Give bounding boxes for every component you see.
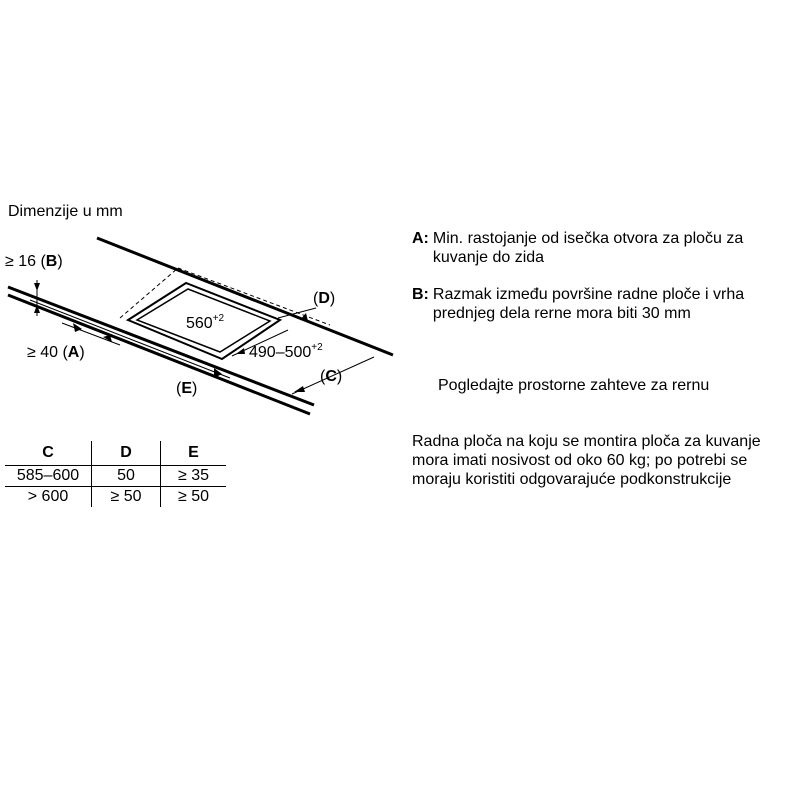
table-cell: > 600 [5, 487, 92, 508]
depth-dimension-label: $490-500^{+2}$ [249, 342, 323, 361]
note-a [412, 229, 792, 267]
oven-top-reference-line [30, 300, 230, 378]
table-row [5, 487, 226, 508]
note-b [412, 285, 792, 323]
table-row [5, 466, 226, 487]
table-header-e: E [161, 441, 227, 466]
label-e: (E) [176, 380, 198, 397]
b-arrow-up [34, 283, 40, 291]
label-d: (D) [313, 290, 336, 307]
note-load-capacity: Radna ploča na koju se montira ploča za kuvanje mora imati nosivost od oko 60 kg; po potrebi se moraju koristiti odgovarajuće podkonstrukcije [412, 433, 761, 488]
label-a: ≥ 40 (A) [27, 344, 85, 361]
table-cell: 50 [92, 466, 161, 487]
table-header-d: D [92, 441, 161, 466]
dimensions-table [5, 441, 226, 507]
note-oven: Pogledajte prostorne zahteve za rernu [438, 377, 710, 394]
note-b-text: Razmak između površine radne ploče i vrha prednjeg dela rerne mora biti 30 mm [432, 286, 745, 322]
table-header-row [5, 441, 226, 466]
note-a-key: A: [412, 230, 429, 247]
table-header-c: C [5, 441, 92, 466]
page-title: Dimenzije u mm [8, 203, 123, 220]
d-arrow [300, 313, 308, 321]
width-dimension-label: $560^{+2}$ [186, 313, 225, 332]
note-b-key: B: [412, 286, 429, 303]
c-arrow [294, 386, 305, 392]
table-cell: ≥ 50 [92, 487, 161, 508]
label-b: ≥ 16 (B) [5, 253, 63, 270]
table-cell: 585–600 [5, 466, 92, 487]
note-a-text: Min. rastojanje od isečka otvora za ploču za kuvanje do zida [432, 230, 744, 266]
label-c: (C) [320, 368, 343, 385]
table-cell: ≥ 35 [161, 466, 227, 487]
table-cell: ≥ 50 [177, 488, 210, 505]
